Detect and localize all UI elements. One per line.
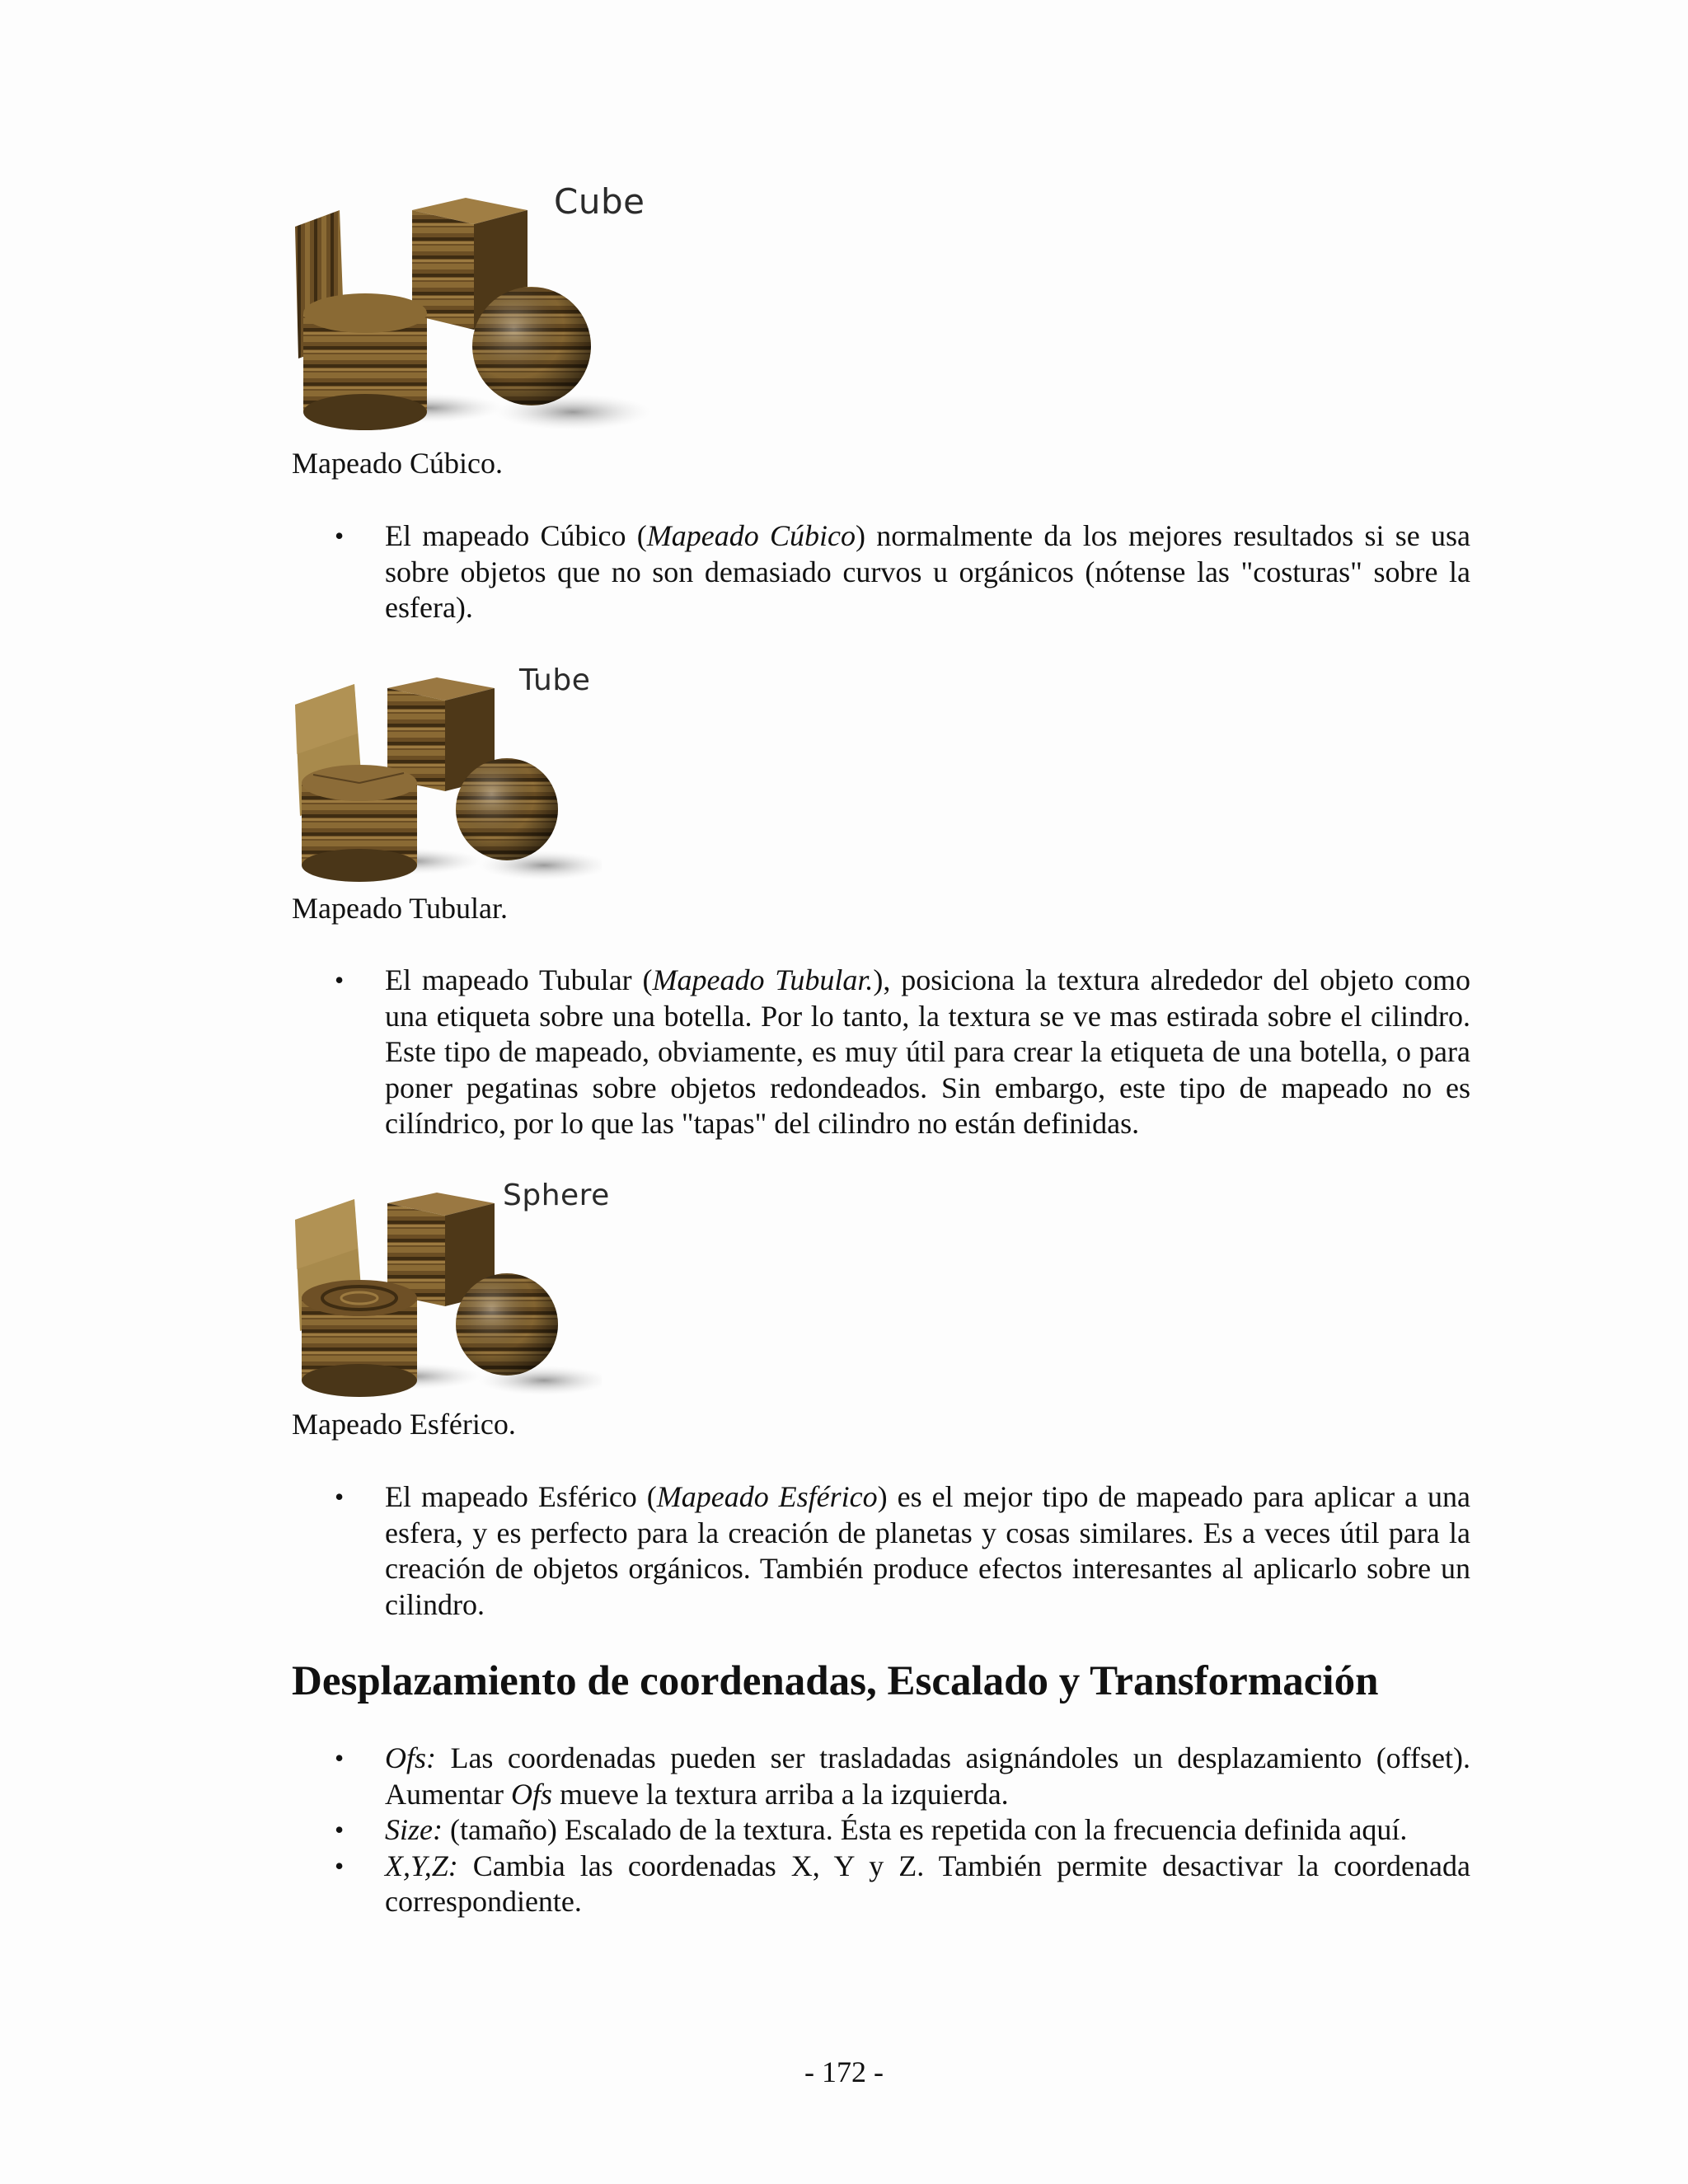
figure-label: Cube xyxy=(554,181,645,222)
bullet-icon: • xyxy=(335,965,345,995)
bullet-icon: • xyxy=(335,1482,345,1511)
figure-caption: Mapeado Tubular. xyxy=(292,892,509,925)
cylinder-top xyxy=(303,293,427,333)
figure-sphere-mapping xyxy=(288,1174,610,1397)
bullet-sphere-mapping xyxy=(292,1479,1470,1623)
bullet-icon: • xyxy=(335,1850,345,1881)
section-bullet-list xyxy=(292,1741,1470,1920)
figure-caption: Mapeado Cúbico. xyxy=(292,447,503,480)
list-item: • Ofs: Las coordenadas pueden ser trasladadas asignándoles un desplazamiento (offset). Aumentar Ofs mueve la textura arriba a la izquierda. xyxy=(335,1741,1470,1811)
list-item: • X,Y,Z: Cambia las coordenadas X, Y y Z. También permite desactivar la coordenada correspondiente. xyxy=(335,1849,1470,1918)
bullet-icon: • xyxy=(335,1815,345,1844)
figure-tube-mapping xyxy=(288,659,602,882)
section-heading: Desplazamiento de coordenadas, Escalado y Transformación xyxy=(292,1658,1379,1704)
bullet-tube-mapping xyxy=(292,963,1470,1142)
list-item: • El mapeado Cúbico (Mapeado Cúbico) normalmente da los mejores resultados si se usa sobre objetos que no son demasiado curvos u orgánicos (nótense las "costuras" sobre la esfera). xyxy=(335,519,1470,624)
page-number: - 172 - xyxy=(804,2055,884,2088)
list-item: • El mapeado Esférico (Mapeado Esférico) es el mejor tipo de mapeado para aplicar a una esfera, y es perfecto para la creación de planetas y cosas similares. Es a veces útil para la creación de objetos orgánicos. También produce efectos interesantes al aplicarlo sobre un cilindro. xyxy=(335,1480,1470,1621)
figure-label: Sphere xyxy=(503,1179,610,1212)
bullet-cube-mapping xyxy=(292,518,1470,626)
figure-cube-mapping xyxy=(288,173,651,437)
figure-caption: Mapeado Esférico. xyxy=(292,1408,516,1441)
bullet-icon: • xyxy=(335,1743,345,1773)
bullet-icon: • xyxy=(335,521,345,551)
list-item: • Size: (tamaño) Escalado de la textura. Ésta es repetida con la frecuencia definida aquí. xyxy=(292,1812,1470,1849)
list-item: • El mapeado Tubular (Mapeado Tubular.), posiciona la textura alrededor del objeto como una etiqueta sobre una botella. Por lo tanto, la textura se ve mas estirada sobre el cilindro. Este tipo de mapeado, obviamente, es muy útil para crear la etiqueta de una botella, o para poner pegatinas sobre objetos redondeados. Sin embargo, este tipo de mapeado no es cilíndrico, por lo que las "tapas" del cilindro no están definidas. xyxy=(335,963,1470,1140)
figure-label: Tube xyxy=(519,663,591,697)
